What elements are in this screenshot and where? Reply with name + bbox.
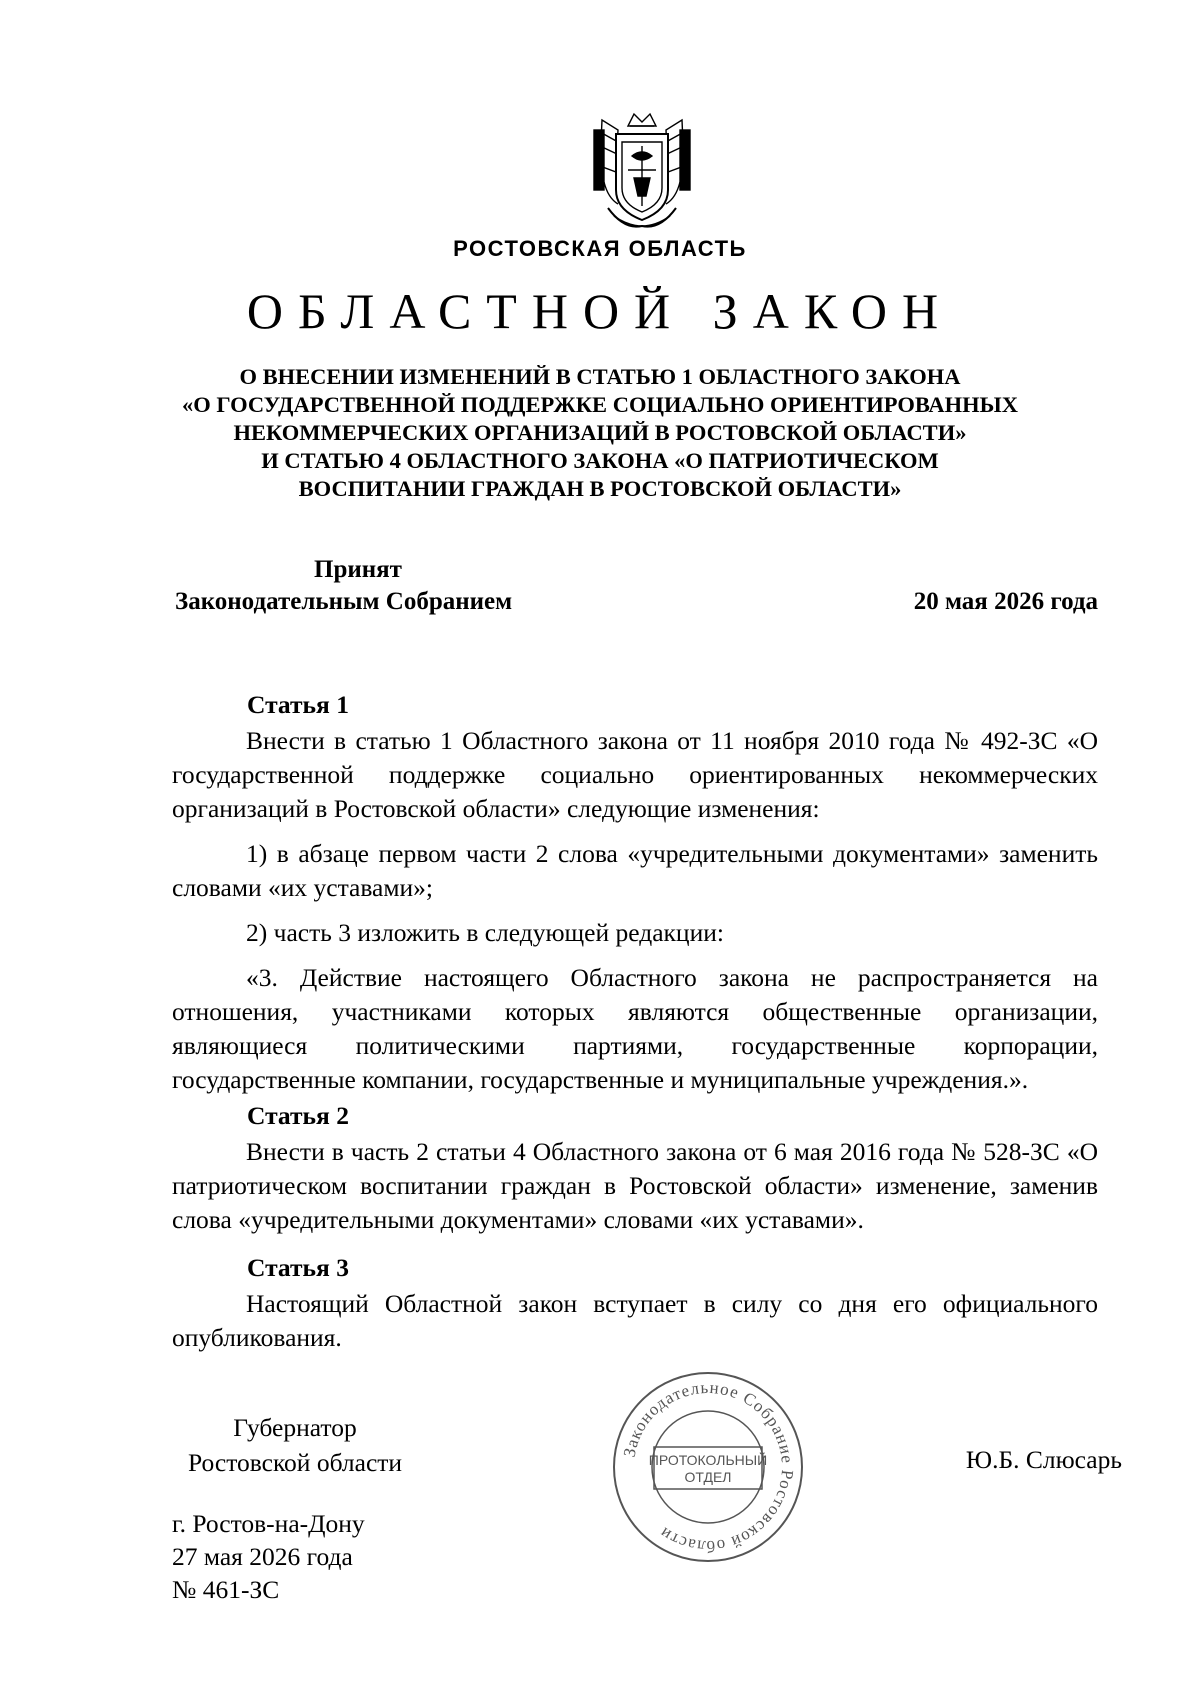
signatory-name: Ю.Б. Слюсарь (965, 1445, 1122, 1474)
stamp-inner-line: ОТДЕЛ (684, 1469, 732, 1485)
article-3-heading: Статья 3 (247, 1253, 349, 1282)
signatory-role-line: Ростовской области (187, 1448, 403, 1477)
coat-of-arms-emblem (584, 112, 700, 236)
article-paragraph: Внести в часть 2 статьи 4 Областного закона от 6 мая 2016 года № 528-ЗС «О патриотическом воспитании граждан в Ростовской области» изменение, заменив слова «учредительными документами» словами «их уставами». (172, 1137, 1098, 1234)
law-number: № 461-ЗС (172, 1575, 280, 1604)
article-1-body (172, 724, 1098, 1097)
adoption-date: 20 мая 2026 года (913, 588, 1098, 615)
article-paragraph: Настоящий Областной закон вступает в силу со дня его официального опубликования. (172, 1289, 1098, 1352)
article-1-heading: Статья 1 (247, 690, 349, 719)
signatory-role (175, 1410, 415, 1480)
adopted-by: Законодательным Собранием (175, 588, 513, 615)
document-type: ОБЛАСТНОЙ ЗАКОН (246, 283, 954, 339)
city: г. Ростов-на-Дону (172, 1509, 365, 1538)
article-3-body (172, 1287, 1098, 1355)
article-paragraph: 1) в абзаце первом части 2 слова «учредительными документами» заменить словами «их уставами»; (172, 839, 1098, 902)
article-paragraph: Внести в статью 1 Областного закона от 11 ноября 2010 года № 492-ЗС «О государственной поддержке социально ориентированных некоммерческих организаций в Ростовской области» следующие изменения: (172, 726, 1098, 823)
law-title-line: НЕКОММЕРЧЕСКИХ ОРГАНИЗАЦИЙ В РОСТОВСКОЙ ОБЛАСТИ» (233, 420, 967, 445)
place-date-number (172, 1507, 365, 1606)
official-stamp (608, 1367, 808, 1567)
signatory-role-line: Губернатор (233, 1413, 357, 1442)
stamp-ring-text: Законодательное Собрание Ростовской области (619, 1377, 798, 1557)
stamp-inner-line: ПРОТОКОЛЬНЫЙ (648, 1452, 768, 1468)
law-title-line: О ВНЕСЕНИИ ИЗМЕНЕНИЙ В СТАТЬЮ 1 ОБЛАСТНОГО ЗАКОНА (239, 364, 961, 389)
article-2-body (172, 1135, 1098, 1237)
article-paragraph: 2) часть 3 изложить в следующей редакции: (246, 918, 724, 947)
article-2-heading: Статья 2 (247, 1101, 349, 1130)
law-title-line: И СТАТЬЮ 4 ОБЛАСТНОГО ЗАКОНА «О ПАТРИОТИЧЕСКОМ (261, 448, 939, 473)
law-title-line: ВОСПИТАНИИ ГРАЖДАН В РОСТОВСКОЙ ОБЛАСТИ» (298, 476, 902, 501)
region-name: РОСТОВСКАЯ ОБЛАСТЬ (453, 236, 747, 261)
law-title (150, 363, 1050, 503)
signing-date: 27 мая 2026 года (172, 1542, 353, 1571)
article-paragraph: «3. Действие настоящего Областного закона не распространяется на отношения, участниками которых являются общественные организации, являющиеся политическими партиями, государственные корпорации, государственные компании, государственные и муниципальные учреждения.». (172, 963, 1098, 1094)
law-title-line: «О ГОСУДАРСТВЕННОЙ ПОДДЕРЖКЕ СОЦИАЛЬНО ОРИЕНТИРОВАННЫХ (181, 392, 1019, 417)
adopted-label: Принят (314, 556, 402, 583)
